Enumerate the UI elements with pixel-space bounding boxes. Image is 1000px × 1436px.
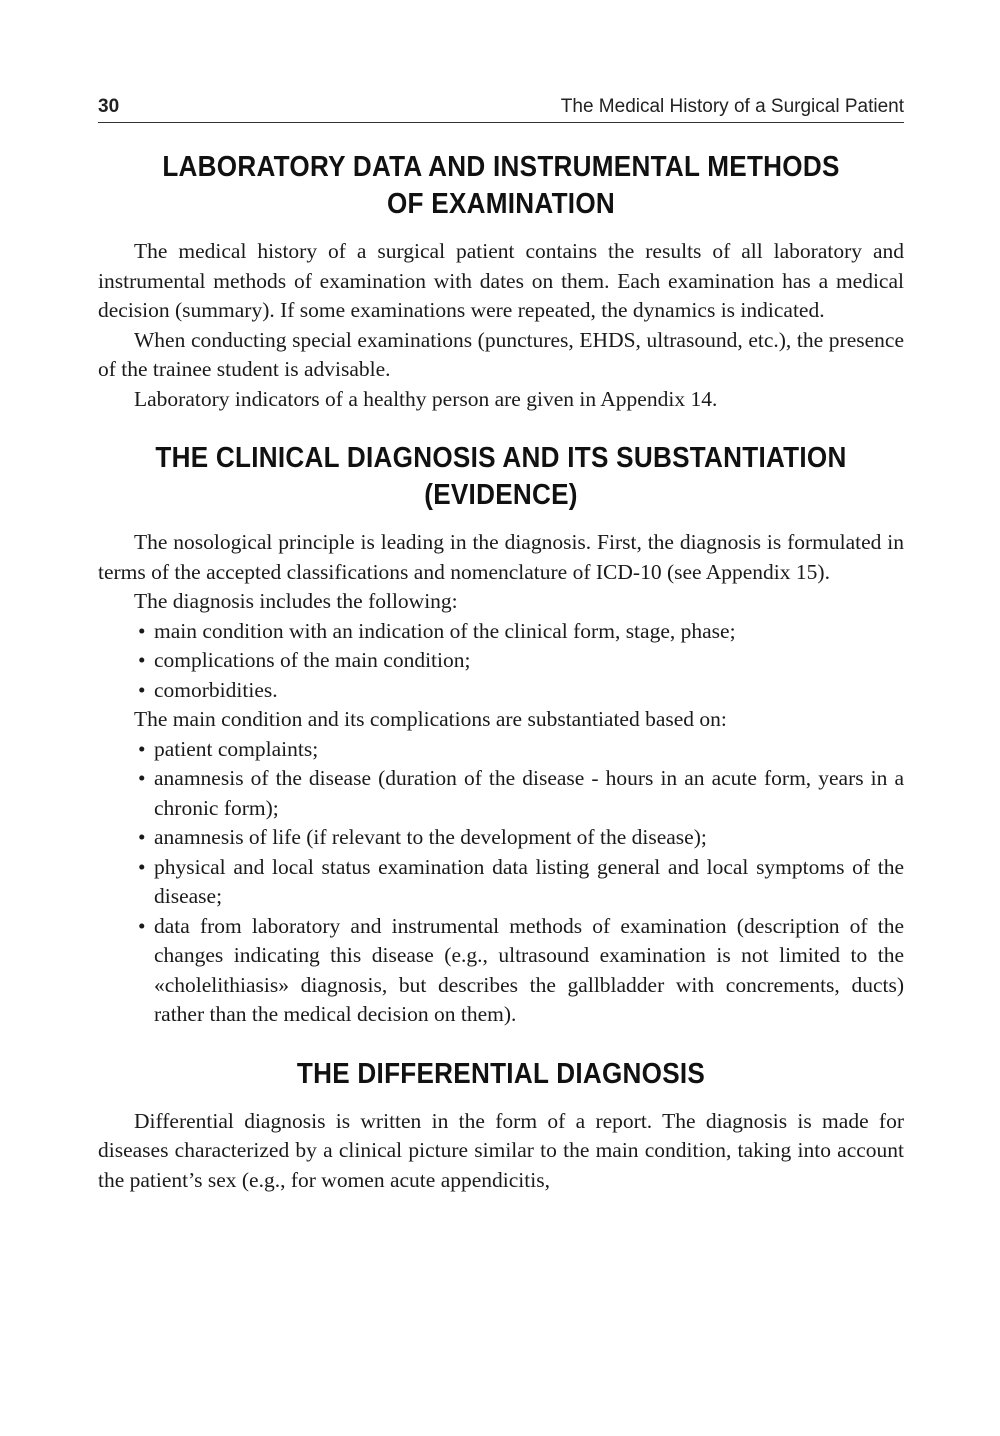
bullet-icon: •: [138, 677, 146, 702]
section-heading: [138, 440, 863, 514]
list-item: • patient complaints;: [136, 735, 904, 765]
diagnosis-includes-list: [98, 617, 904, 706]
section-clinical-diagnosis: [98, 440, 904, 1030]
bullet-icon: •: [138, 648, 146, 672]
document-page: [98, 96, 904, 1195]
bullet-icon: •: [138, 854, 146, 879]
bullet-icon: •: [138, 913, 146, 938]
list-item: • complications of the main condition;: [136, 646, 904, 676]
list-item: • data from laboratory and instrumental methods of examination (description of the changes indicating this disease (e.g., ultrasound examination is not limited to the «cholelithiasis» diagnosis, but describes the gallbladder with concrements, ducts) rather than the medical decision on them).: [138, 913, 904, 1026]
bullet-icon: •: [138, 736, 146, 761]
paragraph: Laboratory indicators of a healthy person are given in Appendix 14.: [134, 386, 718, 411]
paragraph: The medical history of a surgical patient contains the results of all laboratory and instrumental methods of examination with dates on them. Each examination has a medical decision (summary). If some examinations were repeated, the dynamics is indicated.: [98, 239, 904, 322]
paragraph: The diagnosis includes the following:: [134, 589, 458, 613]
list-item: • physical and local status examination data listing general and local symptoms of the disease;: [138, 854, 904, 908]
section-heading: [138, 1056, 863, 1093]
paragraph: The nosological principle is leading in the diagnosis. First, the diagnosis is formulated in terms of the accepted classifications and nomenclature of ICD-10 (see Appendix 15).: [98, 530, 904, 584]
bullet-icon: •: [138, 618, 146, 643]
bullet-icon: •: [138, 766, 146, 790]
paragraph: When conducting special examinations (punctures, EHDS, ultrasound, etc.), the presence of the trainee student is advisable.: [98, 327, 904, 381]
list-item: • anamnesis of the disease (duration of the disease - hours in an acute form, years in a chronic form);: [138, 766, 904, 820]
substantiation-list: [98, 735, 904, 1030]
section-heading: [138, 149, 863, 223]
list-item: • main condition with an indication of the clinical form, stage, phase;: [136, 617, 904, 647]
paragraph: The main condition and its complications are substantiated based on:: [134, 707, 727, 731]
paragraph: Differential diagnosis is written in the form of a report. The diagnosis is made for diseases characterized by a clinical picture similar to the main condition, taking into account the patient’s sex (e.g., for women acute appendicitis,: [98, 1108, 904, 1192]
heading-line: THE DIFFERENTIAL DIAGNOSIS: [296, 1057, 706, 1090]
heading-line: OF EXAMINATION: [386, 188, 616, 220]
heading-line: (EVIDENCE): [424, 479, 578, 511]
list-item: • anamnesis of life (if relevant to the development of the disease);: [136, 823, 904, 853]
page-number: 30: [98, 96, 120, 117]
section-differential-diagnosis: [98, 1056, 904, 1196]
heading-line: LABORATORY DATA AND INSTRUMENTAL METHODS: [162, 151, 840, 183]
running-header: [98, 96, 904, 123]
section-laboratory-data: [98, 149, 904, 414]
heading-line: THE CLINICAL DIAGNOSIS AND ITS SUBSTANTIATION: [155, 442, 847, 474]
running-title: The Medical History of a Surgical Patient: [560, 96, 904, 117]
bullet-icon: •: [138, 825, 146, 849]
list-item: • comorbidities.: [136, 676, 904, 706]
